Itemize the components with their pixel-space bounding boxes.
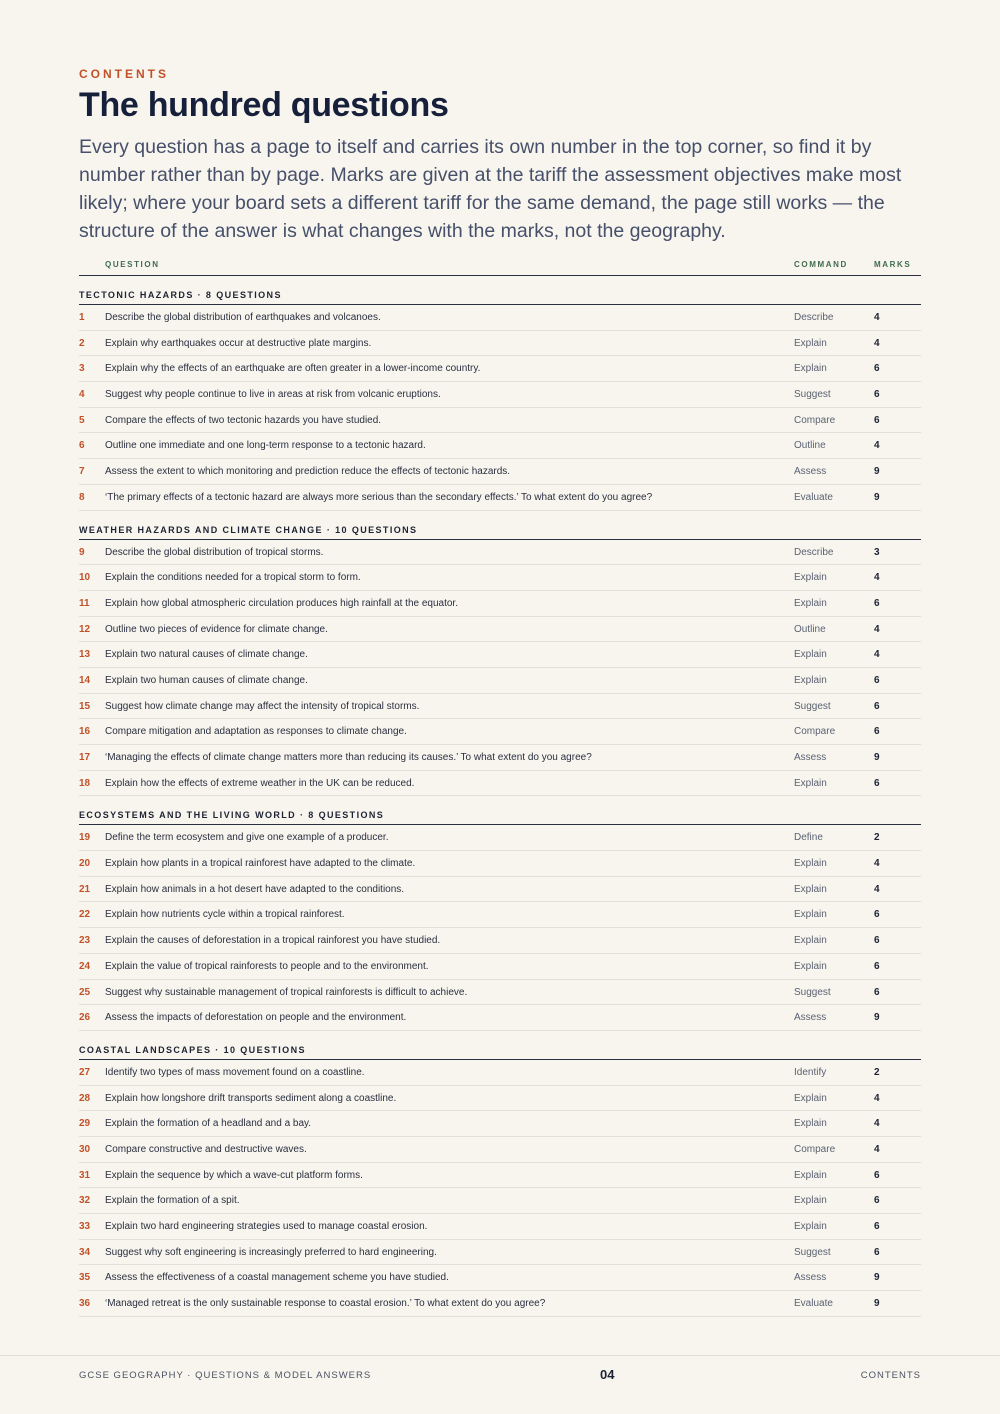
question-text: Suggest how climate change may affect the intensity of tropical storms. (105, 700, 420, 712)
table-row (79, 694, 921, 720)
question-number: 35 (79, 1272, 91, 1284)
command-word: Explain (794, 858, 827, 870)
question-number: 31 (79, 1169, 91, 1181)
question-text: Explain two human causes of climate change. (105, 674, 308, 686)
question-text: Explain the value of tropical rainforests to people and to the environment. (105, 960, 429, 972)
question-number: 21 (79, 883, 91, 895)
command-word: Assess (794, 1012, 827, 1024)
footer-book-title: GCSE GEOGRAPHY · QUESTIONS & MODEL ANSWERS (79, 1370, 372, 1381)
question-number: 20 (79, 858, 91, 870)
intro-paragraph: Every question has a page to itself and carries its own number in the top corner, so find it by number rather than by page. Marks are given at the tariff the assessment objectives make most likely; where your board sets a different tariff for the same demand, the page still works — the structure of the answer is what changes with the marks, not the geography. (79, 136, 902, 242)
command-word: Explain (794, 363, 827, 375)
command-word: Explain (794, 1118, 827, 1130)
marks-value: 4 (874, 337, 880, 349)
question-number: 32 (79, 1195, 91, 1207)
command-word: Compare (794, 726, 836, 738)
marks-value: 6 (874, 909, 880, 921)
question-number: 36 (79, 1298, 91, 1310)
question-number: 14 (79, 674, 91, 686)
section-heading (79, 1031, 921, 1060)
table-row (79, 668, 921, 694)
question-number: 7 (79, 466, 85, 478)
marks-value: 6 (874, 389, 880, 401)
question-text: Explain how global atmospheric circulation produces high rainfall at the equator. (105, 597, 458, 609)
question-text: Explain how longshore drift transports sediment along a coastline. (105, 1092, 397, 1104)
marks-value: 6 (874, 1195, 880, 1207)
command-word: Define (794, 832, 823, 844)
command-word: Suggest (794, 389, 831, 401)
command-word: Suggest (794, 986, 831, 998)
question-text: Compare the effects of two tectonic hazards you have studied. (105, 414, 382, 426)
question-text: Compare constructive and destructive waves. (105, 1143, 307, 1155)
question-number: 19 (79, 832, 91, 844)
question-text: Explain why the effects of an earthquake are often greater in a lower-income country. (105, 363, 481, 375)
question-number: 15 (79, 700, 91, 712)
table-row (79, 485, 921, 511)
section-heading (79, 276, 921, 305)
marks-value: 6 (874, 726, 880, 738)
question-number: 3 (79, 363, 85, 375)
command-word: Compare (794, 1143, 836, 1155)
question-text: Explain why earthquakes occur at destructive plate margins. (105, 337, 372, 349)
command-word: Describe (794, 546, 834, 558)
page-number: 04 (600, 1367, 615, 1382)
question-number: 4 (79, 389, 85, 401)
table-row (79, 540, 921, 566)
column-header-command: COMMAND (794, 260, 848, 269)
command-word: Explain (794, 337, 827, 349)
question-number: 10 (79, 572, 91, 584)
question-text: Explain how animals in a hot desert have adapted to the conditions. (105, 883, 405, 895)
table-section (79, 511, 921, 797)
marks-value: 9 (874, 1272, 880, 1284)
question-text: Explain the causes of deforestation in a tropical rainforest you have studied. (105, 935, 441, 947)
question-number: 23 (79, 935, 91, 947)
question-text: Suggest why sustainable management of tropical rainforests is difficult to achieve. (105, 986, 468, 998)
question-number: 28 (79, 1092, 91, 1104)
question-number: 26 (79, 1012, 91, 1024)
marks-value: 9 (874, 1012, 880, 1024)
table-row (79, 851, 921, 877)
marks-value: 6 (874, 960, 880, 972)
section-heading (79, 796, 921, 825)
command-word: Explain (794, 1195, 827, 1207)
question-text: Suggest why soft engineering is increasingly preferred to hard engineering. (105, 1246, 437, 1258)
question-text: Outline one immediate and one long-term response to a tectonic hazard. (105, 440, 426, 452)
question-text: Identify two types of mass movement found on a coastline. (105, 1066, 365, 1078)
command-word: Explain (794, 909, 827, 921)
marks-value: 4 (874, 1118, 880, 1130)
command-word: Compare (794, 414, 836, 426)
table-row (79, 719, 921, 745)
column-header-marks: MARKS (874, 260, 912, 269)
table-row (79, 1163, 921, 1189)
marks-value: 6 (874, 363, 880, 375)
table-row (79, 954, 921, 980)
question-text: ‘Managing the effects of climate change matters more than reducing its causes.’ To what extent do you agree? (105, 752, 592, 763)
question-number: 34 (79, 1246, 91, 1258)
command-word: Explain (794, 674, 827, 686)
table-row (79, 408, 921, 434)
question-number: 2 (79, 337, 85, 349)
command-word: Explain (794, 597, 827, 609)
question-number: 25 (79, 986, 91, 998)
question-text: Explain the sequence by which a wave-cut platform forms. (105, 1169, 363, 1181)
table-row (79, 1060, 921, 1086)
table-row (79, 877, 921, 903)
table-section (79, 276, 921, 511)
marks-value: 9 (874, 1298, 880, 1310)
marks-value: 6 (874, 597, 880, 609)
question-number: 30 (79, 1143, 91, 1155)
question-text: Assess the effectiveness of a coastal management scheme you have studied. (105, 1272, 449, 1284)
command-word: Evaluate (794, 491, 833, 503)
table-row (79, 1188, 921, 1214)
marks-value: 4 (874, 1092, 880, 1104)
marks-value: 4 (874, 312, 880, 323)
page-footer (0, 1355, 1000, 1414)
command-word: Suggest (794, 1246, 831, 1258)
table-header (79, 256, 921, 276)
table-row (79, 617, 921, 643)
marks-value: 4 (874, 1143, 880, 1155)
marks-value: 6 (874, 935, 880, 947)
marks-value: 2 (874, 832, 880, 844)
table-row (79, 331, 921, 357)
table-row (79, 1265, 921, 1291)
marks-value: 2 (874, 1066, 880, 1078)
question-text: ‘The primary effects of a tectonic hazard are always more serious than the secondary effects.’ To what extent do you agree? (105, 491, 653, 503)
question-number: 17 (79, 752, 91, 763)
question-number: 1 (79, 312, 85, 323)
marks-value: 4 (874, 623, 880, 635)
table-row (79, 382, 921, 408)
question-number: 29 (79, 1118, 91, 1130)
marks-value: 6 (874, 414, 880, 426)
command-word: Outline (794, 440, 826, 452)
command-word: Explain (794, 649, 827, 661)
question-number: 9 (79, 546, 85, 558)
table-row (79, 928, 921, 954)
column-header-question: QUESTION (105, 260, 160, 269)
question-number: 24 (79, 960, 91, 972)
question-text: Explain the formation of a spit. (105, 1195, 240, 1207)
command-word: Explain (794, 572, 827, 584)
table-row (79, 1086, 921, 1112)
table-row (79, 825, 921, 851)
question-text: Explain how nutrients cycle within a tropical rainforest. (105, 909, 345, 921)
table-row (79, 1137, 921, 1163)
table-row (79, 980, 921, 1006)
questions-table (79, 256, 921, 1317)
section-heading-label: COASTAL LANDSCAPES · 10 QUESTIONS (79, 1044, 306, 1055)
command-word: Explain (794, 935, 827, 947)
question-text: Assess the extent to which monitoring and prediction reduce the effects of tectonic hazards. (105, 466, 511, 478)
table-row (79, 305, 921, 331)
command-word: Suggest (794, 700, 831, 712)
command-word: Identify (794, 1066, 827, 1078)
question-text: Explain two natural causes of climate change. (105, 649, 308, 661)
marks-value: 4 (874, 883, 880, 895)
table-row (79, 356, 921, 382)
table-row (79, 591, 921, 617)
question-number: 6 (79, 440, 85, 452)
table-row (79, 1111, 921, 1137)
command-word: Explain (794, 1221, 827, 1232)
question-text: Explain the conditions needed for a tropical storm to form. (105, 572, 361, 584)
question-text: Explain the formation of a headland and a bay. (105, 1118, 312, 1130)
question-text: Suggest why people continue to live in areas at risk from volcanic eruptions. (105, 389, 441, 401)
command-word: Describe (794, 312, 834, 323)
table-row (79, 565, 921, 591)
table-section (79, 1031, 921, 1317)
command-word: Explain (794, 1169, 827, 1181)
marks-value: 6 (874, 1221, 880, 1232)
question-text: ‘Managed retreat is the only sustainable response to coastal erosion.’ To what extent do you agree? (105, 1298, 546, 1310)
marks-value: 3 (874, 546, 880, 558)
command-word: Explain (794, 777, 827, 789)
page-title: The hundred questions (79, 86, 449, 124)
footer-section-name: CONTENTS (860, 1370, 921, 1381)
question-number: 8 (79, 491, 85, 503)
table-row (79, 459, 921, 485)
question-number: 5 (79, 414, 85, 426)
question-text: Explain two hard engineering strategies used to manage coastal erosion. (105, 1221, 428, 1232)
table-row (79, 1005, 921, 1031)
table-row (79, 433, 921, 459)
command-word: Explain (794, 883, 827, 895)
command-word: Assess (794, 752, 827, 763)
section-heading-label: WEATHER HAZARDS AND CLIMATE CHANGE · 10 QUESTIONS (79, 524, 418, 535)
marks-value: 9 (874, 491, 880, 503)
command-word: Assess (794, 1272, 827, 1284)
marks-value: 4 (874, 858, 880, 870)
marks-value: 9 (874, 466, 880, 478)
table-row (79, 642, 921, 668)
question-text: Describe the global distribution of tropical storms. (105, 546, 324, 558)
marks-value: 4 (874, 649, 880, 661)
question-text: Define the term ecosystem and give one example of a producer. (105, 832, 389, 844)
section-heading-label: TECTONIC HAZARDS · 8 QUESTIONS (79, 290, 282, 300)
table-row (79, 745, 921, 771)
question-number: 13 (79, 649, 91, 661)
question-text: Compare mitigation and adaptation as responses to climate change. (105, 726, 407, 738)
question-number: 18 (79, 777, 91, 789)
question-number: 33 (79, 1221, 91, 1232)
marks-value: 6 (874, 1246, 880, 1258)
command-word: Explain (794, 960, 827, 972)
question-number: 22 (79, 909, 91, 921)
table-sections (79, 276, 921, 1317)
command-word: Outline (794, 623, 826, 635)
question-text: Explain how the effects of extreme weather in the UK can be reduced. (105, 777, 415, 789)
section-heading-label: ECOSYSTEMS AND THE LIVING WORLD · 8 QUESTIONS (79, 810, 385, 821)
section-heading (79, 511, 921, 540)
table-section (79, 796, 921, 1031)
command-word: Evaluate (794, 1298, 833, 1310)
table-row (79, 902, 921, 928)
table-row (79, 1214, 921, 1240)
question-number: 16 (79, 726, 91, 738)
section-kicker: CONTENTS (79, 67, 169, 81)
table-row (79, 1291, 921, 1317)
marks-value: 6 (874, 777, 880, 789)
question-text: Assess the impacts of deforestation on people and the environment. (105, 1012, 407, 1024)
marks-value: 6 (874, 986, 880, 998)
question-text: Describe the global distribution of earthquakes and volcanoes. (105, 312, 381, 323)
marks-value: 4 (874, 572, 880, 584)
question-number: 27 (79, 1066, 91, 1078)
marks-value: 9 (874, 752, 880, 763)
question-number: 12 (79, 623, 91, 635)
marks-value: 6 (874, 700, 880, 712)
table-row (79, 1240, 921, 1266)
question-text: Outline two pieces of evidence for climate change. (105, 623, 328, 635)
table-row (79, 771, 921, 797)
command-word: Assess (794, 466, 827, 478)
marks-value: 4 (874, 440, 880, 452)
command-word: Explain (794, 1092, 827, 1104)
marks-value: 6 (874, 674, 880, 686)
marks-value: 6 (874, 1169, 880, 1181)
question-text: Explain how plants in a tropical rainforest have adapted to the climate. (105, 858, 416, 870)
question-number: 11 (79, 597, 90, 609)
